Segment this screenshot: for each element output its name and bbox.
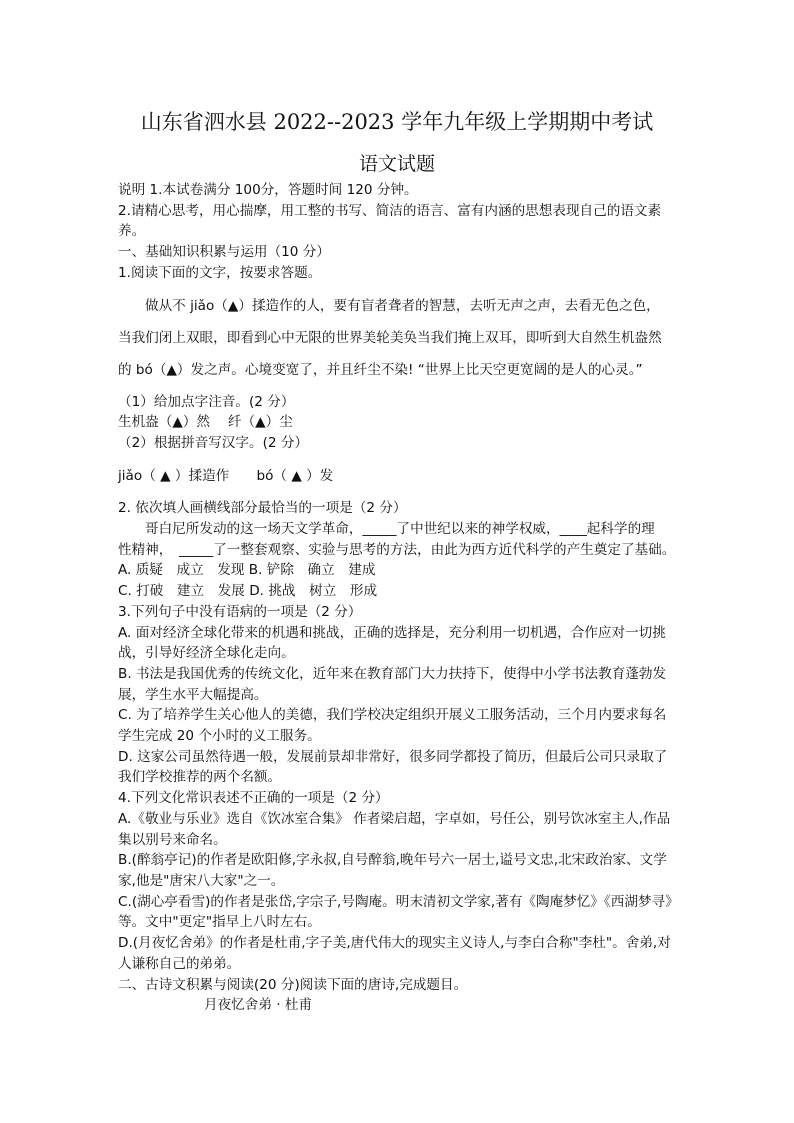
question-4-option-a: A.《敬业与乐业》选自《饮冰室合集》 作者梁启超，字卓如，号任公，别号饮冰室主人,作品集以别号来命名。	[118, 810, 671, 848]
section-2-heading: 二、古诗文积累与阅读(20 分)阅读下面的唐诗,完成题目。	[118, 976, 468, 993]
passage-line: 的 bó（▲）发之声。心境变宽了，并且纤尘不染! “世界上比天空更宽阔的是人的心灵。”	[118, 361, 643, 378]
question-2-stem: 2. 依次填人画横线部分最恰当的一项是（2 分）	[118, 500, 407, 517]
exam-body	[118, 180, 678, 1016]
question-2-options: A. 质疑 成立 发现 B. 铲除 确立 建成	[118, 562, 376, 579]
question-3-option-c: C. 为了培养学生关心他人的美德，我们学校决定组织开展义工服务活动，三个月内要求每名学生完成 20 个小时的义工服务。	[118, 707, 667, 745]
question-3-option-d: D. 这家公司虽然待遇一般，发展前景却非常好，很多同学都投了简历，但最后公司只录取了我们学校推荐的两个名额。	[118, 748, 668, 786]
question-4-option-c: C.(湖心亭看雪)的作者是张岱,字宗子,号陶庵。明末清初文学家,著有《陶庵梦忆》《西湖梦寻》等。文中"更定"指早上八时左右。	[118, 893, 672, 931]
question-3-option-a: A. 面对经济全球化带来的机遇和挑战，正确的选择是，充分利用一切机遇，合作应对一切挑战，引导好经济全球化走向。	[118, 624, 666, 662]
question-2-text: 哥白尼所发动的这一场天文学革命，_____了中世纪以来的神学权威，____起科学的理	[145, 521, 655, 538]
question-2-text: 性精神， _____了一整套观察、实验与思考的方法，由此为西方近代科学的产生奠定了基础。	[118, 541, 676, 558]
instructions-line-2: 2.请精心思考，用心揣摩，用工整的书写、简洁的语言、富有内涵的思想表现自己的语文素养。	[118, 202, 662, 240]
question-1-passage	[118, 284, 678, 392]
question-1-sub-1-answer: 生机盎（▲）然 纤（▲）尘	[118, 414, 293, 431]
question-1-sub-1: （1）给加点字注音。(2 分）	[118, 393, 295, 410]
exam-subtitle: 语文试题	[358, 153, 435, 175]
poem-title: 月夜忆舍弟 · 杜甫	[204, 997, 313, 1014]
question-2-options: C. 打破 建立 发展 D. 挑战 树立 形成	[118, 583, 378, 600]
question-3-option-b: B. 书法是我国优秀的传统文化，近年来在教育部门大力扶持下，使得中小学书法教育蓬勃发展，学生水平大幅提高。	[118, 665, 667, 703]
question-1-stem: 1.阅读下面的文字，按要求答题。	[118, 264, 322, 281]
question-4-option-b: B.(醉翁亭记)的作者是欧阳修,字永叔,自号醉翁,晚年号六一居士,谥号文忠,北宋政治家、文学家,他是"唐宋八大家"之一。	[118, 852, 667, 889]
exam-title: 山东省泗水县 2022--2023 学年九年级上学期期中考试	[140, 110, 654, 134]
question-4-option-d: D.(月夜忆舍弟》的作者是杜甫,字子美,唐代伟大的现实主义诗人,与李白合称"李杜"。舍弟,对人谦称自己的弟弟。	[118, 935, 671, 972]
question-3-stem: 3.下列句子中没有语病的一项是（2 分）	[118, 603, 362, 620]
question-1-sub-2: （2）根据拼音写汉字。(2 分）	[118, 434, 309, 451]
question-1-sub-2-answer: jiǎo（ ▲ ）揉造作 bó（ ▲ ）发	[118, 467, 334, 484]
passage-line: 做从不 jiǎo（▲）揉造作的人，要有盲者聋者的智慧，去听无声之声，去看无色之色，	[145, 297, 660, 314]
question-4-stem: 4.下列文化常识表述不正确的一项是（2 分）	[118, 790, 389, 807]
section-1-heading: 一、基础知识积累与运用（10 分）	[118, 244, 330, 261]
passage-line: 当我们闭上双眼，即看到心中无限的世界美轮美奂当我们掩上双耳，即听到大自然生机盎然	[118, 329, 662, 346]
instructions-line-1: 说明 1.本试卷满分 100分，答题时间 120 分钟。	[118, 182, 418, 198]
